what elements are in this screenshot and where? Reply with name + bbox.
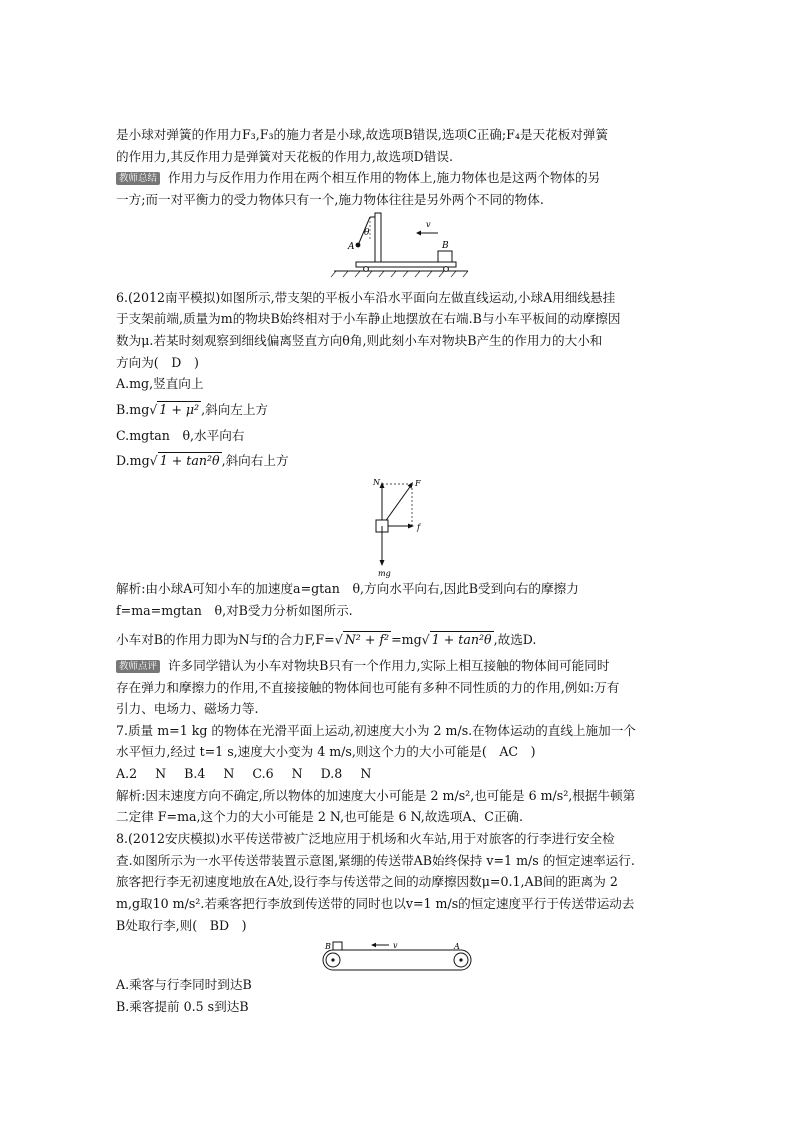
intro-line-2: 的作用力,其反作用力是弹簧对天花板的作用力,故选项D错误.	[116, 148, 453, 164]
q7-options: A.2 N B.4 N C.6 N D.8 N	[116, 766, 372, 782]
ball-a	[356, 242, 361, 247]
q6-option-a: A.mg,竖直向上	[116, 376, 204, 392]
sol7-line-1: 解析:因末速度方向不确定,所以物体的加速度大小可能是 2 m/s²,也可能是 6 m/s²,根据牛顿第	[116, 787, 636, 803]
review-line-1: 许多同学错认为小车对物块B只有一个作用力,实际上相互接触的物体间可能同时	[168, 657, 610, 673]
q8-line-4: m,g取10 m/s².若乘客把行李放到传送带的同时也以v=1 m/s的恒定速度平行于传送带运动去	[116, 896, 635, 912]
intro-line-1: 是小球对弹簧的作用力F₃,F₃的施力者是小球,故选项B错误,选项C正确;F₄是天花板对弹簧	[116, 127, 609, 142]
q6-option-b: B.mg√ 1 + μ² ,斜向左上方	[116, 401, 269, 417]
label-f-resultant: F	[415, 478, 421, 488]
teacher-summary-badge: 教师总结	[116, 172, 160, 185]
force-diagram	[366, 476, 436, 578]
cart-platform	[356, 262, 456, 267]
teacher-summary	[116, 167, 686, 189]
summary-line-1: 作用力与反作用力作用在两个相互作用的物体上,施力物体也是这两个物体的另	[168, 170, 601, 186]
label-theta: θ	[364, 227, 370, 238]
luggage	[333, 942, 342, 950]
label-a: A	[348, 241, 355, 252]
label-a-end: A	[454, 942, 460, 952]
cart-wheel	[444, 266, 449, 271]
q8-line-1: 8.(2012安庆模拟)水平传送带被广泛地应用于机场和火车站,用于对旅客的行李进行安全检	[116, 831, 615, 847]
q7-line-1: 7.质量 m=1 kg 的物体在光滑平面上运动,初速度大小为 2 m/s.在物体运动的直线上施加一个	[116, 722, 636, 738]
sol6-line-3: 小车对B的作用力即为N与f的合力F,F=√ N² + f² =mg√ 1 + tan²θ ,故选D.	[116, 632, 537, 648]
label-f: f	[417, 522, 420, 532]
review-line-3: 引力、电场力、磁场力等.	[116, 701, 259, 717]
q6-option-d: D.mg√ 1 + tan²θ ,斜向右上方	[116, 453, 289, 469]
label-b: B	[442, 240, 449, 251]
label-n: N	[373, 477, 380, 487]
conveyor-figure	[321, 938, 481, 974]
sol7-line-2: 二定律 F=ma,这个力的大小可能是 2 N,也可能是 6 N,故选项A、C正确.	[116, 809, 524, 825]
q6-line-4: 方向为( D )	[116, 354, 199, 370]
summary-line-2: 一方;而一对平衡力的受力物体只有一个,施力物体往往是另外两个不同的物体.	[116, 191, 544, 207]
review-line-2: 存在弹力和摩擦力的作用,不直接接触的物体间也可能有多种不同性质的力的作用,例如:万有	[116, 679, 620, 695]
page-content	[116, 124, 686, 1018]
sol6-line-1: 解析:由小球A可知小车的加速度a=gtan θ,方向水平向右,因此B受到向右的摩擦力	[116, 580, 579, 596]
block-b	[438, 251, 452, 262]
ground-hatch	[331, 271, 468, 277]
teacher-review	[116, 655, 686, 677]
q6-option-c: C.mgtan θ,水平向右	[116, 427, 245, 443]
cart-wheel	[364, 266, 369, 271]
label-mg: mg	[378, 568, 391, 578]
conveyor-belt	[323, 950, 471, 970]
q6-line-3: 数为μ.若某时刻观察到细线偏离竖直方向θ角,则此刻小车对物块B产生的作用力的大小和	[116, 332, 603, 348]
q6-line-1: 6.(2012南平模拟)如图所示,带支架的平板小车沿水平面向左做直线运动,小球A用细线悬挂	[116, 289, 616, 305]
q8-option-a: A.乘客与行李同时到达B	[116, 977, 252, 993]
label-b-end: B	[325, 942, 331, 952]
label-v-belt: v	[393, 941, 398, 951]
cart-bracket	[375, 213, 381, 262]
q6-line-2: 于支架前端,质量为m的物块B始终相对于小车静止地摆放在右端.B与小车平板间的动摩擦因	[116, 311, 621, 327]
q8-option-b: B.乘客提前 0.5 s到达B	[116, 999, 249, 1015]
sol6-line-2: f=ma=mgtan θ,对B受力分析如图所示.	[116, 602, 353, 618]
q8-line-5: B处取行李,则( BD )	[116, 917, 247, 933]
q8-line-3: 旅客把行李无初速度地放在A处,设行李与传送带之间的动摩擦因数μ=0.1,AB间的距离为 2	[116, 874, 618, 890]
q7-line-2: 水平恒力,经过 t=1 s,速度大小变为 4 m/s,则这个力的大小可能是( AC )	[116, 744, 536, 760]
label-v: v	[426, 219, 431, 229]
teacher-review-badge: 教师点评	[116, 660, 160, 673]
cart-figure	[326, 211, 476, 283]
q8-line-2: 查.如图所示为一水平传送带装置示意图,紧绷的传送带AB始终保持 v=1 m/s 的恒定速率运行.	[116, 852, 635, 868]
